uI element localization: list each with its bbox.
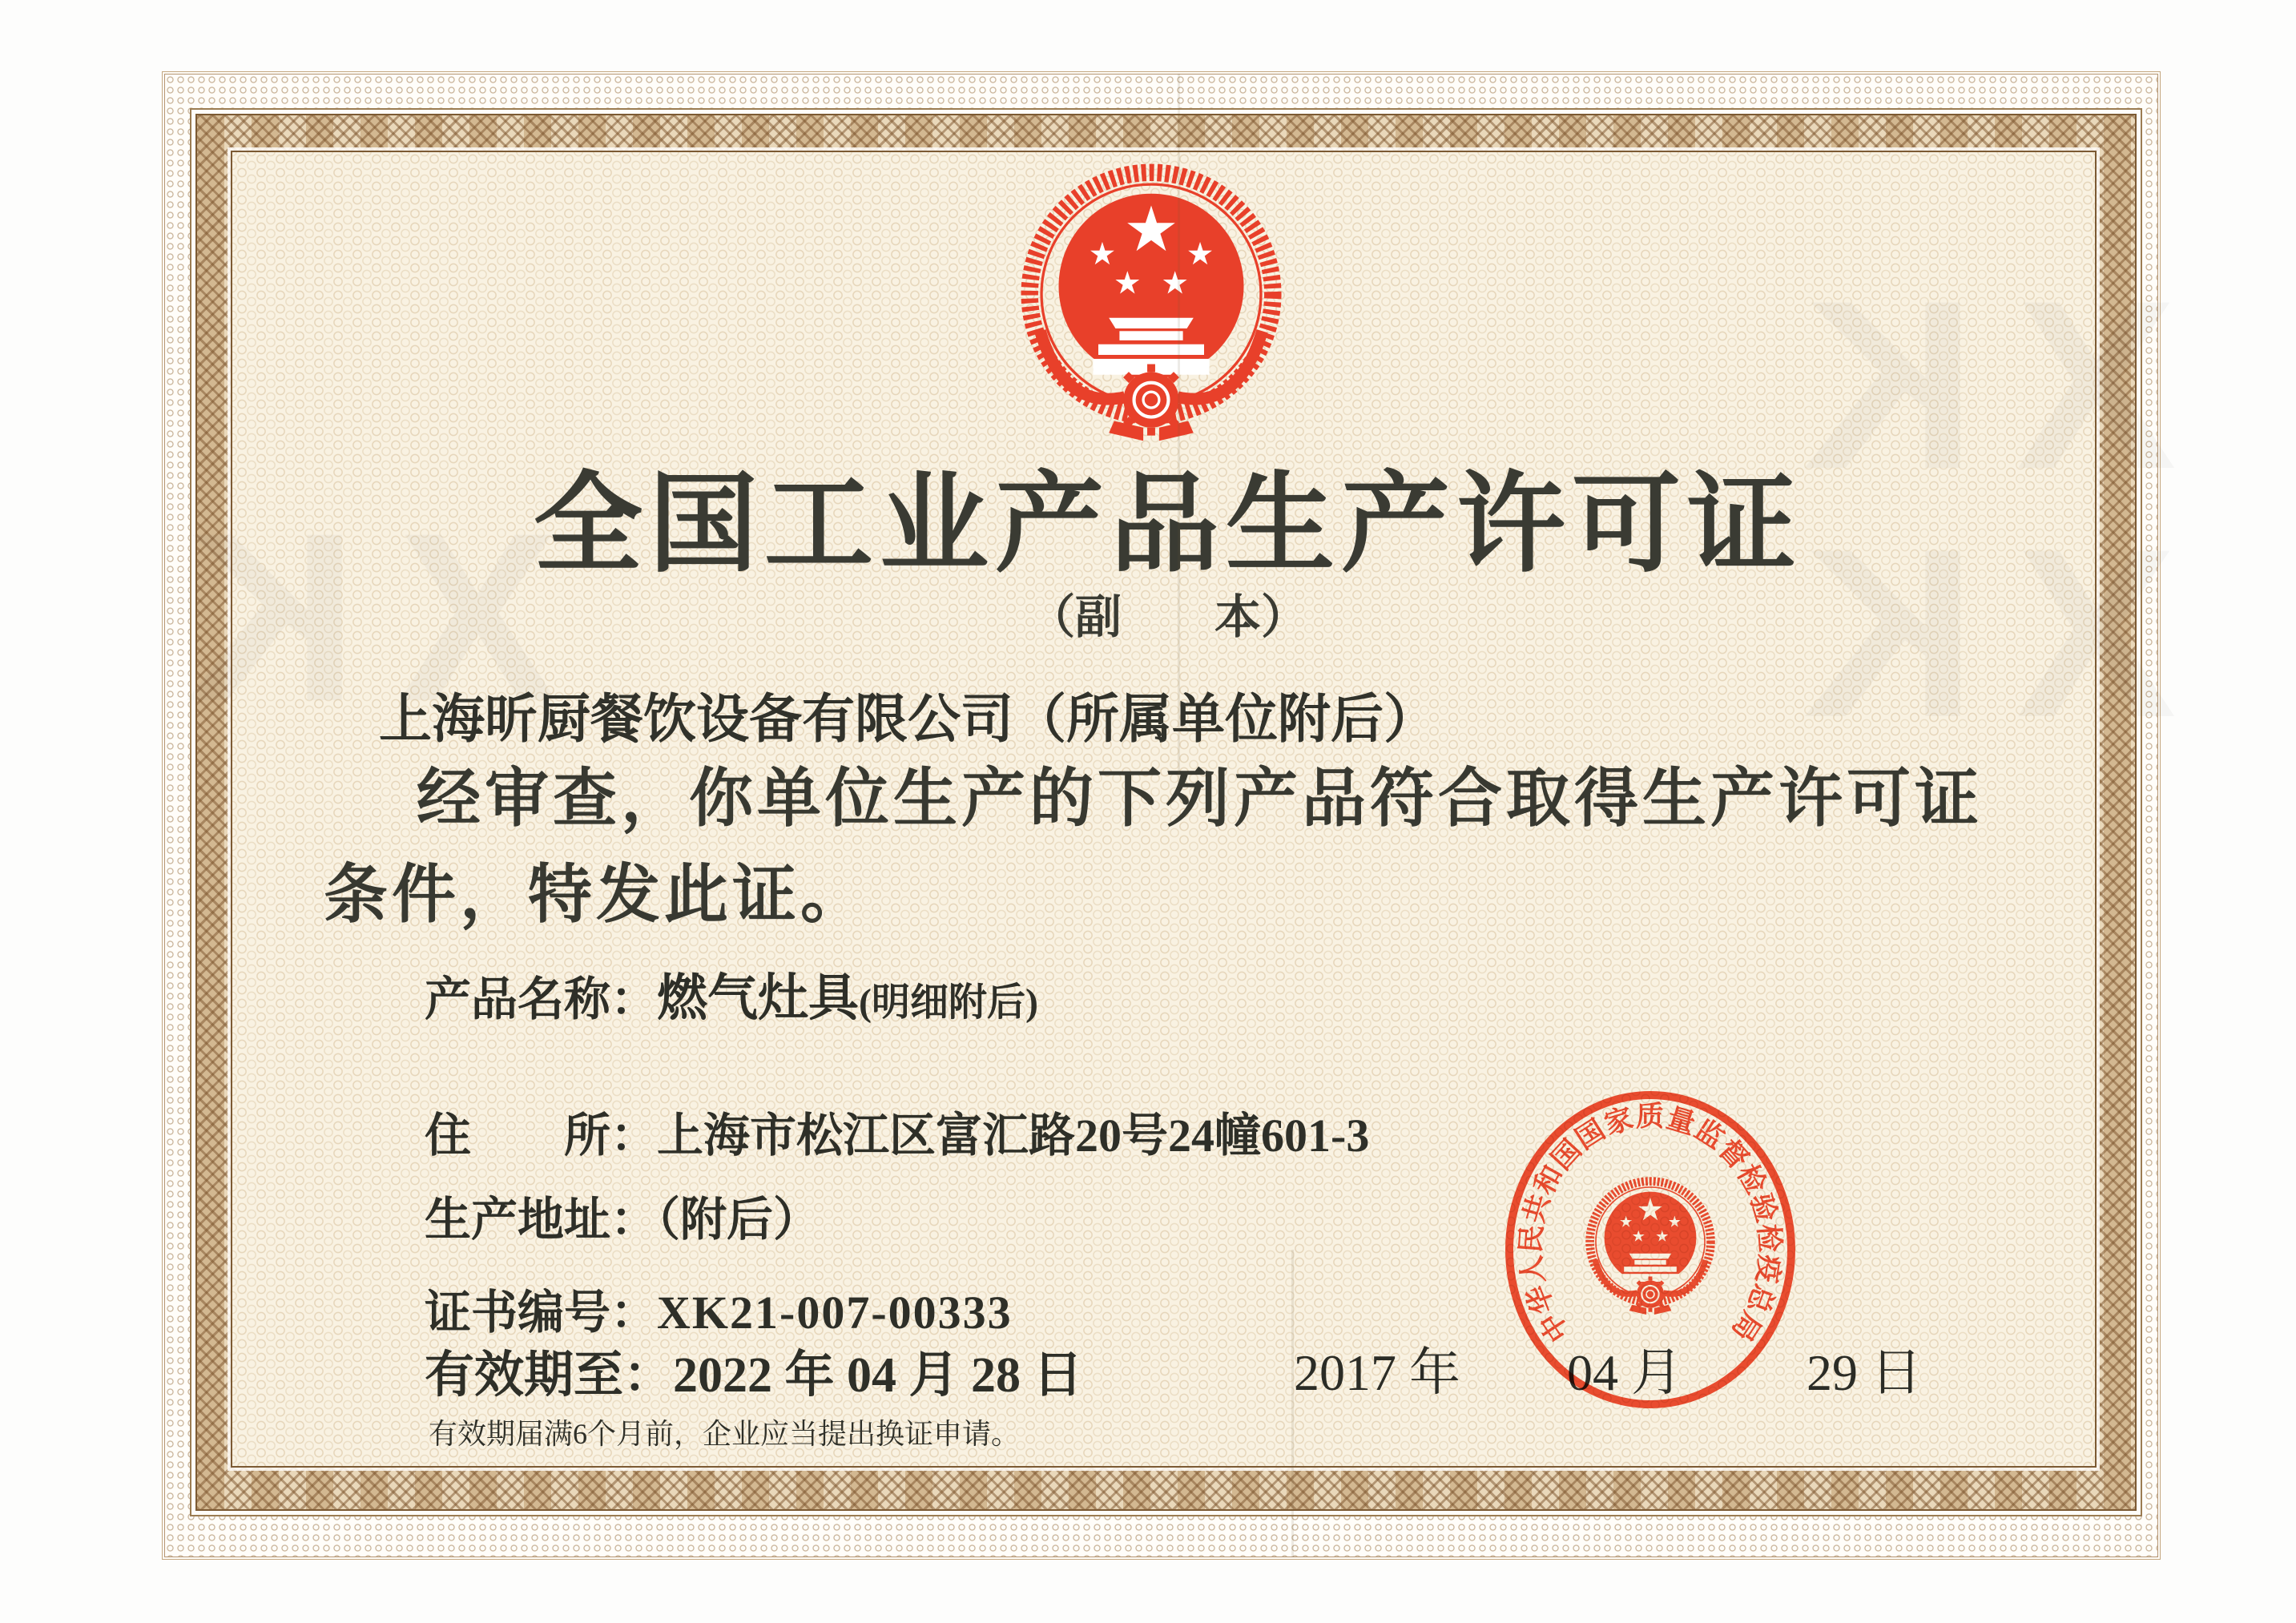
body-text-line-1: 经审查，你单位生产的下列产品符合取得生产许可证 <box>417 764 1983 835</box>
company-name-line: 上海昕厨餐饮设备有限公司（所属单位附后） <box>379 691 1436 749</box>
watermark-xk: XK <box>144 482 558 751</box>
seal-emblem-icon <box>1590 1182 1711 1315</box>
production-site-value: （附后） <box>657 1194 820 1246</box>
product-name-value: 燃气灶具 <box>657 970 860 1026</box>
product-name-label: 产品名称： <box>425 973 658 1025</box>
production-site-label: 生产地址： <box>425 1194 658 1246</box>
issue-date-month: 04 月 <box>1567 1344 1682 1401</box>
issue-date-day: 29 日 <box>1807 1344 1922 1401</box>
seal-text: 中华人民共和国国家质量监督检验检疫总局 <box>1515 1101 1786 1347</box>
valid-until-value: 2022 年 04 月 28 日 <box>673 1348 1083 1403</box>
renewal-note: 有效期届满6个月前，企业应当提出换证申请。 <box>429 1418 1021 1450</box>
certificate-subtitle-duplicate-copy: （副 本） <box>1028 591 1307 643</box>
certificate-number-label: 证书编号： <box>425 1287 658 1339</box>
certificate-number-value: XK21-007-00333 <box>657 1287 1013 1339</box>
body-text-line-2: 条件，特发此证。 <box>324 860 868 931</box>
certificate-title: 全国工业产品生产许可证 <box>534 465 1803 586</box>
address-label: 住 所： <box>425 1110 658 1162</box>
watermark-xk: XK <box>1762 498 2177 767</box>
address-value: 上海市松江区富汇路20号24幢601-3 <box>657 1110 1370 1162</box>
field-row-product-name <box>425 970 1038 1026</box>
field-row-valid-until <box>425 1348 1083 1403</box>
field-row-production-site <box>425 1194 820 1246</box>
scan-crease <box>1178 74 1180 787</box>
national-emblem-icon <box>1019 162 1283 442</box>
field-row-registered-address <box>425 1110 1370 1162</box>
field-row-certificate-number <box>425 1287 1013 1339</box>
official-seal-aqsiq <box>1496 1086 1804 1413</box>
product-name-note: (明细附后) <box>859 981 1038 1024</box>
valid-until-label: 有效期至： <box>425 1348 674 1403</box>
scan-crease <box>1291 1250 1294 1557</box>
issue-date-year: 2017 年 <box>1294 1344 1460 1401</box>
watermark-xk: XK <box>1762 250 2177 519</box>
